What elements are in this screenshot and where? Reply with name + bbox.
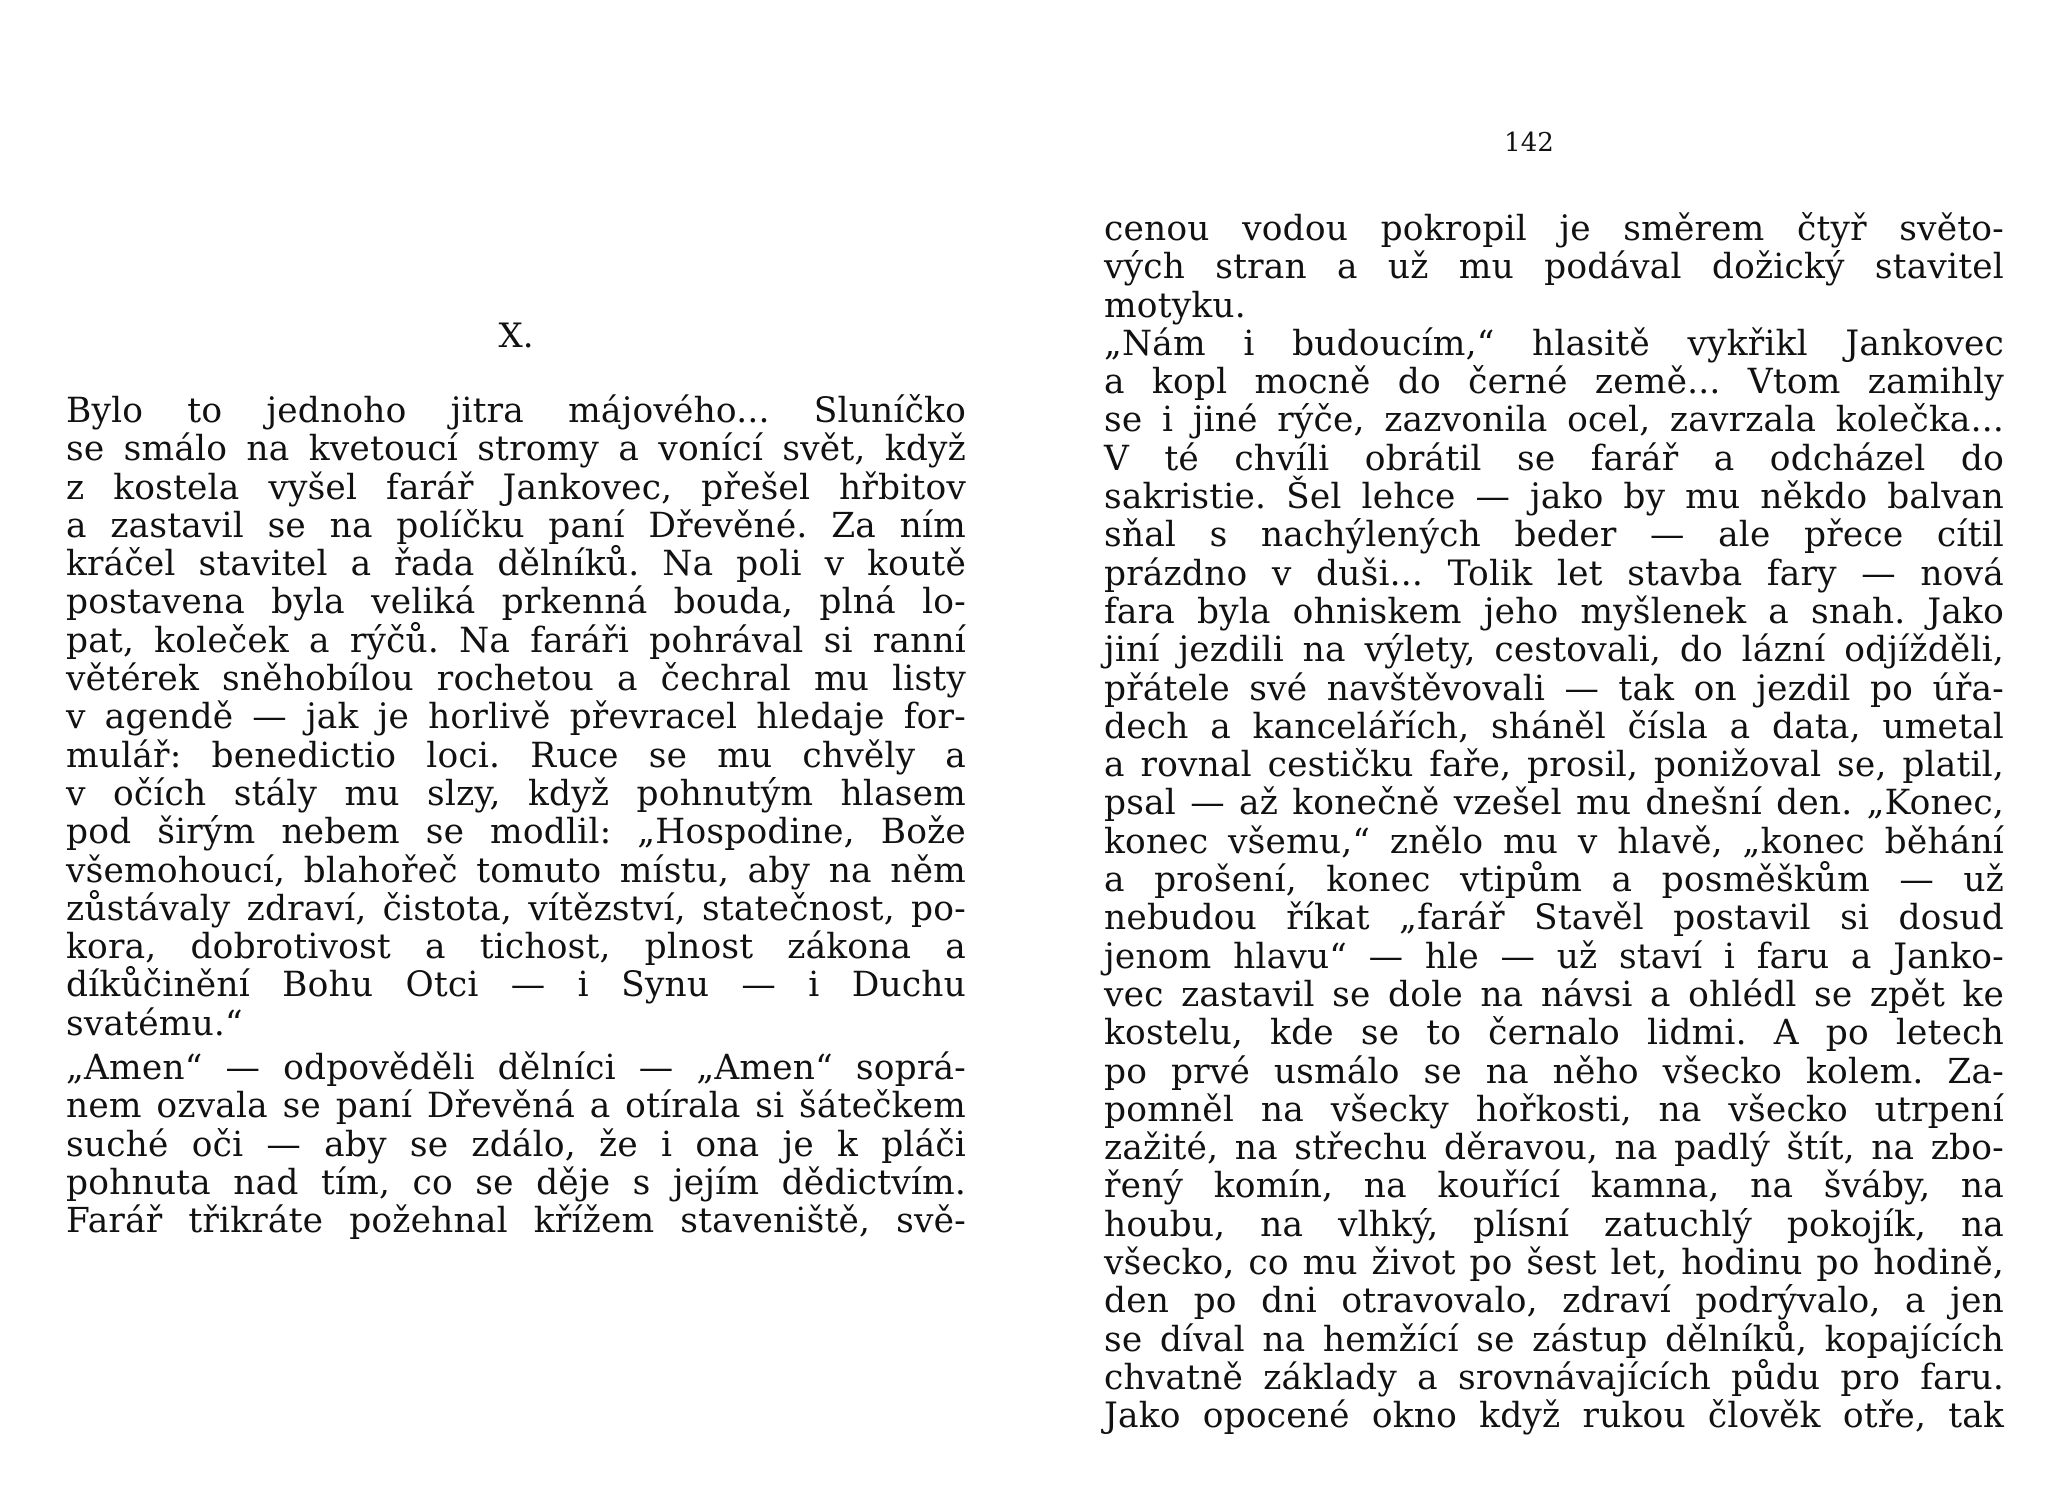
text-line: všecko, co mu život po šest let, hodinu po hodině, — [1104, 1243, 2004, 1284]
text-line: zůstávaly zdraví, čistota, vítězství, statečnost, po- — [66, 888, 966, 929]
right-page — [1024, 0, 2048, 1500]
text-line: chvatně základy a srovnávajících půdu pro faru. — [1104, 1357, 2004, 1398]
text-line: díkůčinění Bohu Otci — i Synu — i Duchu — [66, 965, 966, 1006]
text-line: a rovnal cestičku faře, prosil, ponižoval se, platil, — [1104, 745, 2004, 786]
text-line: z kostela vyšel farář Jankovec, přešel hřbitov — [66, 467, 966, 508]
text-line: psal — až konečně vzešel mu dnešní den. „Konec, — [1104, 783, 2004, 824]
text-line: kráčel stavitel a řada dělníků. Na poli v koutě — [66, 544, 966, 585]
text-line: a kopl mocně do černé země... Vtom zamihly — [1104, 362, 2004, 403]
text-line: všemohoucí, blahořeč tomuto místu, aby na něm — [66, 850, 966, 891]
text-line: cenou vodou pokropil je směrem čtyř světo- — [1104, 209, 2004, 249]
text-line: jiní jezdili na výlety, cestovali, do lázní odjížděli, — [1104, 630, 2004, 671]
text-line: zažité, na střechu děravou, na padlý štít, na zbo- — [1104, 1128, 2004, 1169]
text-line: pat, koleček a rýčů. Na faráři pohrával si ranní — [66, 620, 966, 661]
text-line: vých stran a už mu podával dožický stavitel — [1104, 247, 2004, 288]
text-line: dech a kancelářích, sháněl čísla a data, umetal — [1104, 706, 2004, 747]
text-line: V té chvíli obrátil se farář a odcházel do — [1104, 438, 2004, 479]
text-line: nem ozvala se paní Dřevěná a otírala si šátečkem — [66, 1086, 966, 1127]
text-line: se i jiné rýče, zazvonila ocel, zavrzala kolečka... — [1104, 400, 2004, 441]
text-line: vec zastavil se dole na návsi a ohlédl se zpět ke — [1104, 974, 2004, 1015]
text-line: jenom hlavu“ — hle — už staví i faru a Janko- — [1104, 936, 2004, 977]
text-line: Bylo to jednoho jitra májového... Sluníčko — [66, 391, 966, 431]
text-line: fara byla ohniskem jeho myšlenek a snah. Jako — [1104, 591, 2004, 632]
text-line: se díval na hemžící se zástup dělníků, kopajících — [1104, 1319, 2004, 1360]
text-line: prázdno v duši... Tolik let stavba fary — nová — [1104, 553, 2004, 594]
text-line: pohnuta nad tím, co se děje s jejím dědictvím. — [66, 1162, 966, 1203]
text-line: po prvé usmálo se na něho všecko kolem. Za- — [1104, 1051, 2004, 1092]
text-line: sňal s nachýlených beder — ale přece cítil — [1104, 515, 2004, 556]
page-number: 142 — [1504, 128, 1554, 158]
text-line: v očích stály mu slzy, když pohnutým hlasem — [66, 773, 966, 814]
text-line: mulář: benedictio loci. Ruce se mu chvěly a — [66, 735, 966, 776]
text-line: „Nám i budoucím,“ hlasitě vykřikl Jankovec — [1104, 323, 2004, 364]
text-line: Jako opocené okno když rukou člověk otře, tak — [1104, 1396, 2004, 1437]
text-line: kora, dobrotivost a tichost, plnost zákona a — [66, 927, 966, 968]
text-line: větérek sněhobílou rochetou a čechral mu listy — [66, 659, 966, 700]
text-line: konec všemu,“ znělo mu v hlavě, „konec běhání — [1104, 821, 2004, 862]
text-line: postavena byla veliká prkenná bouda, plná lo- — [66, 582, 966, 623]
text-line: nebudou říkat „farář Stavěl postavil si dosud — [1104, 898, 2004, 939]
paragraph — [66, 1049, 966, 1240]
text-line: houbu, na vlhký, plísní zatuchlý pokojík, na — [1104, 1204, 2004, 1245]
text-line: pomněl na všecky hořkosti, na všecko utrpení — [1104, 1089, 2004, 1130]
text-line: a zastavil se na políčku paní Dřevěné. Za ním — [66, 505, 966, 546]
right-page-text — [1104, 210, 2004, 1436]
text-line: kostelu, kde se to černalo lidmi. A po letech — [1104, 1013, 2004, 1054]
chapter-heading: X. — [498, 316, 534, 356]
text-line: se smálo na kvetoucí stromy a vonící svět, když — [66, 429, 966, 470]
text-line: Farář třikráte požehnal křížem staveniště, svě- — [66, 1201, 966, 1242]
text-line: suché oči — aby se zdálo, že i ona je k pláči — [66, 1124, 966, 1165]
text-line: v agendě — jak je horlivě převracel hledaje for- — [66, 697, 966, 738]
paragraph — [1104, 210, 2004, 325]
text-line: pod širým nebem se modlil: „Hospodine, Bože — [66, 812, 966, 853]
text-line: „Amen“ — odpověděli dělníci — „Amen“ soprá- — [66, 1048, 966, 1089]
text-line: svatému.“ — [66, 1003, 243, 1044]
text-line: den po dni otravovalo, zdraví podrývalo, a jen — [1104, 1281, 2004, 1322]
paragraph — [1104, 325, 2004, 1436]
text-line: a prošení, konec vtipům a posměškům — už — [1104, 860, 2004, 901]
paragraph — [66, 392, 966, 1043]
left-page-text — [66, 392, 966, 1241]
text-line: sakristie. Šel lehce — jako by mu někdo balvan — [1104, 477, 2004, 518]
text-line: přátele své navštěvovali — tak on jezdil po úřa- — [1104, 668, 2004, 709]
text-line: řený komín, na kouřící kamna, na šváby, na — [1104, 1166, 2004, 1207]
text-line: motyku. — [1104, 285, 1246, 326]
